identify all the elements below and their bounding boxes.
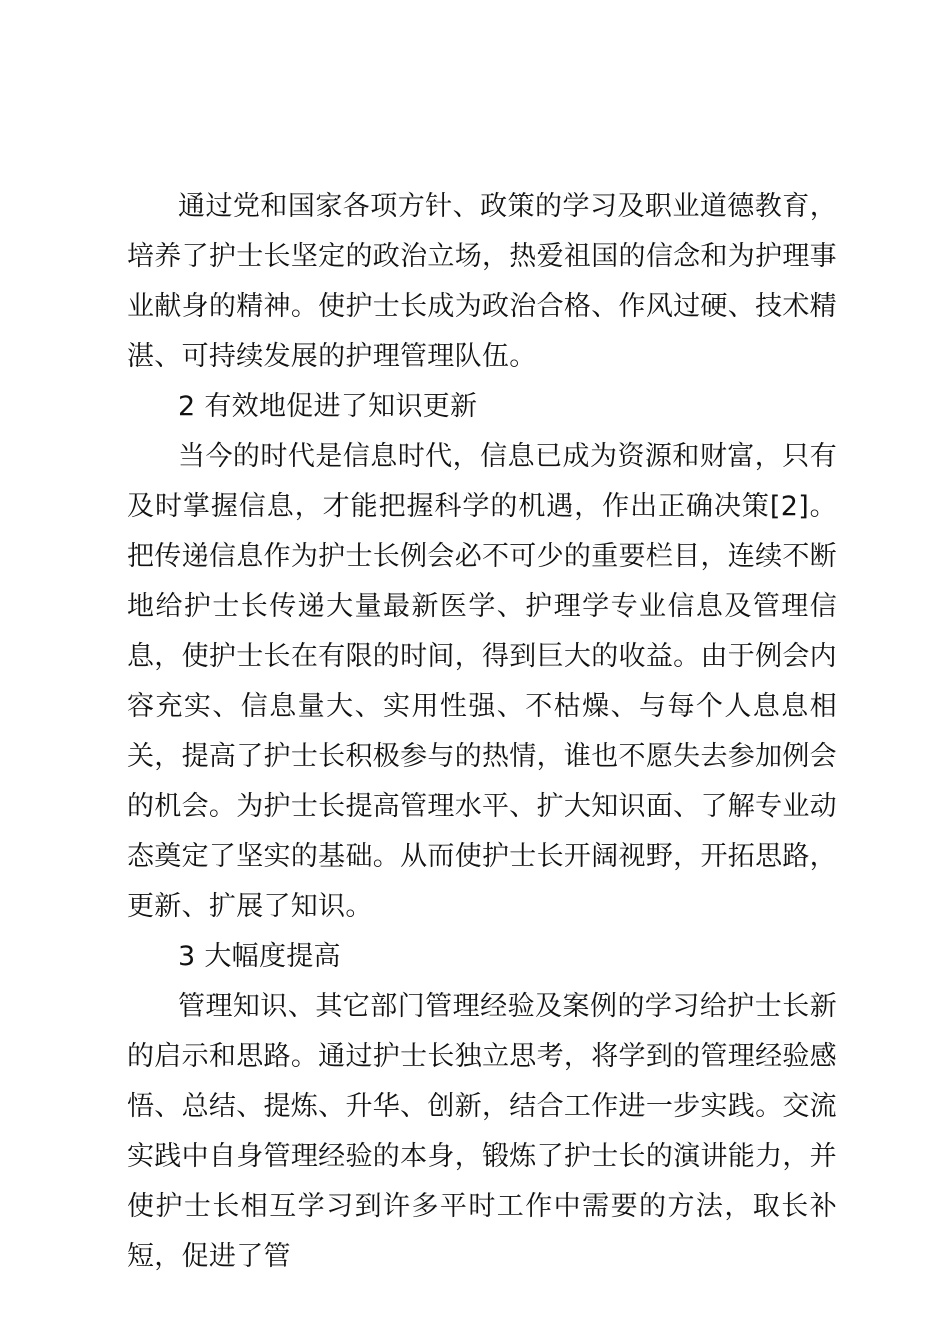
paragraph-information-age: 当今的时代是信息时代，信息已成为资源和财富，只有及时掌握信息，才能把握科学的机遇，作出正确决策[2]。把传递信息作为护士长例会必不可少的重要栏目，连续不断地给护士长传递大量最新医学、护理学专业信息及管理信息，使护士长在有限的时间，得到巨大的收益。由于例会内容充实、信息量大、实用性强、不枯燥、与每个人息息相关，提高了护士长积极参与的热情，谁也不愿失去参加例会的机会。为护士长提高管理水平、扩大知识面、了解专业动态奠定了坚实的基础。从而使护士长开阔视野，开拓思路，更新、扩展了知识。: [127, 441, 837, 922]
section-heading-3: 3 大幅度提高: [178, 941, 341, 972]
paragraph-management-knowledge: 管理知识、其它部门管理经验及案例的学习给护士长新的启示和思路。通过护士长独立思考，将学到的管理经验感悟、总结、提炼、升华、创新，结合工作进一步实践。交流实践中自身管理经验的本身，锻炼了护士长的演讲能力，并使护士长相互学习到许多平时工作中需要的方法，取长补短，促进了管: [127, 991, 837, 1272]
paragraph-political-education: 通过党和国家各项方针、政策的学习及职业道德教育，培养了护士长坚定的政治立场，热爱祖国的信念和为护理事业献身的精神。使护士长成为政治合格、作风过硬、技术精湛、可持续发展的护理管理队伍。: [127, 191, 837, 372]
document-body: [127, 182, 837, 1282]
section-heading-2: 2 有效地促进了知识更新: [178, 391, 478, 422]
